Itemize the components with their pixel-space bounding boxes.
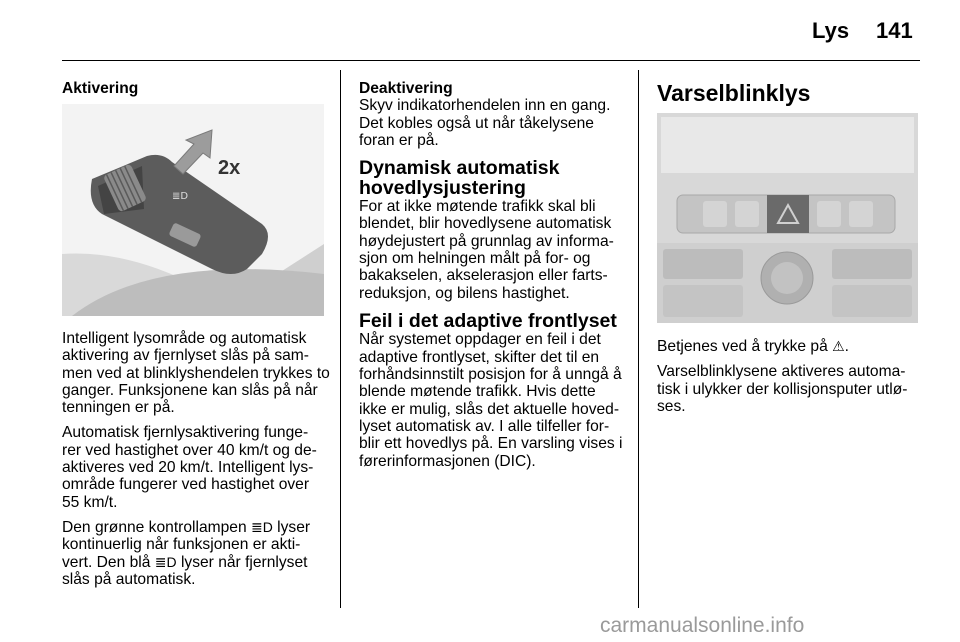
paragraph: For at ikke møtende trafikk skal bli blendet, blir hovedlysene automatisk høydejustert på grunnlag av informa- sjon om helningen målt på for- og bakakselen, akselerasjon eller farts- reduksjon, og bilens hastighet. xyxy=(359,198,614,302)
center-console-illustration xyxy=(657,113,918,323)
hazard-button-image xyxy=(657,113,918,323)
high-beam-icon: ≣D xyxy=(154,553,177,570)
press-count-label: 2x xyxy=(218,157,241,179)
heading-afl-fault: Feil i det adaptive frontlyset xyxy=(359,309,617,332)
column-divider-1 xyxy=(340,70,341,608)
column-3 xyxy=(657,80,922,106)
paragraph: Den grønne kontrollampen ≣D lyser kontinuerlig når funksjonen er akti- vert. Den blå ≣D lyser når fjernlyset slås på automatisk. xyxy=(62,518,311,588)
paragraph: Varselblinklysene aktiveres automa- tisk i ulykker der kollisjonsputer utlø- ses. xyxy=(657,363,908,415)
column-1 xyxy=(62,80,327,97)
svg-text:≣D: ≣D xyxy=(172,191,189,202)
hazard-warning-icon: ⚠ xyxy=(832,338,845,354)
heading-deaktivering: Deaktivering xyxy=(359,80,453,97)
column-3-body xyxy=(657,338,922,423)
column-1-body xyxy=(62,330,330,596)
indicator-lever-image xyxy=(62,104,324,316)
watermark: carmanualsonline.info xyxy=(600,614,805,637)
paragraph: Når systemet oppdager en feil i det adaptive frontlyset, skifter det til en forhåndsinnstilt posisjon for å unngå å blende møtende trafikk. Hvis dette ikke er mulig, slås det aktuelle hoved- lyset automatisk av. I alle tilfeller for- blir ett hovedlys på. En varsling vises i førerinformasjonen (DIC). xyxy=(359,331,623,470)
heading-dynamic-leveling: Dynamisk automatisk hovedlysjustering xyxy=(359,157,560,199)
paragraph: Intelligent lysområde og automatisk aktivering av fjernlyset slås på sam- men ved at blinklyshendelen trykkes to ganger. Funksjonene kan slås på når tenningen er på. xyxy=(62,330,330,417)
paragraph: Skyv indikatorhendelen inn en gang. Det kobles også ut når tåkelysene foran er på. xyxy=(359,97,611,149)
high-beam-assist-icon: ≣D xyxy=(250,518,273,535)
section-title: Lys xyxy=(812,18,850,43)
column-2 xyxy=(359,80,627,478)
paragraph: Betjenes ved å trykke på ⚠. xyxy=(657,338,850,355)
column-divider-2 xyxy=(638,70,639,608)
header-divider xyxy=(62,60,920,61)
paragraph: Automatisk fjernlysaktivering funge- rer ved hastighet over 40 km/t og de- aktiveres ved 20 km/t. Intelligent lys- område fungerer ved hastighet over 55 km/t. xyxy=(62,424,317,511)
heading-aktivering: Aktivering xyxy=(62,80,139,97)
indicator-lever-illustration xyxy=(62,104,324,316)
page-number: 141 xyxy=(876,18,913,43)
heading-hazard-lights: Varselblinklys xyxy=(657,80,811,106)
